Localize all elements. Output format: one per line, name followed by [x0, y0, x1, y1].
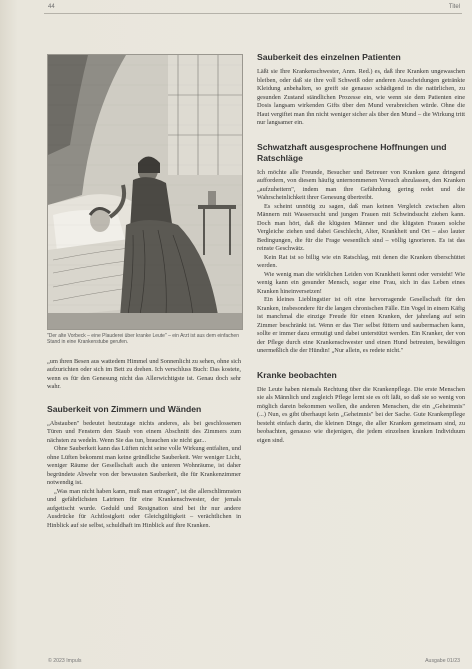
header-rule [44, 13, 462, 14]
page-number: 44 [48, 4, 55, 10]
left-column [47, 54, 241, 530]
figure-caption: "Der alte Vorbeck – eine Plauderei über kranke Leute" – ein Arzt ist aus dem einfachen Stand in eine Krankenstube gerufen. [47, 333, 239, 346]
right-paragraph: Kein Rat ist so billig wie ein Ratschlag, mit denen die Kranken überschüttet werden. [257, 253, 465, 269]
right-paragraph: Ich möchte alle Freunde, Besucher und Betreuer von Kranken ganz dringend auffordern, von diesem häufig unternommenen Versuch abzulassen, den Kranken „aufzuheitern", indem man ihre Gefährdung gering redet und die Wahrscheinlichkeit ihrer Genesung übertreibt. [257, 168, 465, 201]
footer-left: © 2023 Impuls [48, 658, 82, 664]
right-paragraph: Ein kleines Lieblingstier ist oft eine hervorragende Gesellschaft für den Kranken, insbesondere für die langen chronischen Fälle. Ein Vogel in einem Käfig ist manchmal die einzige Freude für einen Kranken, der jahrelang auf sein Zimmer beschränkt ist. Wenn er das Tier selbst füttern und saubermachen kann, sollte er immer dazu ermutigt und dabei unterstützt werden. Ein Kranker, der von der Pflege durch eine Krankenschwester und einen Hund betreuten, bewältigen unermeßlich die der Hündin! „Nur allein, es redete nicht." [257, 296, 465, 354]
engraving-illustration [47, 54, 243, 330]
right-paragraph: Es scheint unnötig zu sagen, daß man keinen Vergleich zwischen alten Männern mit Wassersucht und jungen Frauen mit Schwindsucht ziehen kann. Doch man hört, daß die klügsten Männer und die klügsten Frauen solche Vergleiche ziehen und dabei Geschlecht, Alter, Krankheit und Ort – also lauter Bedingungen, die für die Frage wesentlich sind – völlig ignorieren. Es ist das reinste Geschwätz. [257, 202, 465, 252]
left-paragraph: „Was man nicht haben kann, muß man ertragen", ist die allerschlimmsten und gefährlichsten Latrinen für eine Krankenschwester, der jemals aufgetischt wurde. Geduld und Resignation sind bei ihr nur andere Ausdrücke für Achtlosigkeit oder Gleichgültigkeit – verächtlichen in Hinblick auf sie selbst, schuldhaft im Hinblick auf ihre Kranken. [47, 487, 241, 529]
right-paragraph: Wie wenig man die wirklichen Leiden von Krankheit kennt oder versteht! Wie wenig kann ein gesunder Mensch, sogar eine Frau, sich in das Leben eines Kranken hineinversetzen! [257, 270, 465, 295]
right-paragraph: Läßt sie Ihre Krankenschwester, Anm. Red.) es, daß ihre Kranken ungewaschen bleiben, oder daß sie ihre voll Schweiß oder anderen Ausscheidungen getränkte Kleidung anbehalten, so greift sie genauso schädigend in die natürlichen, zu gesunden Zustand ständlichen Prozesse ein, wie wenn sie dem Patienten eine Dosis langsam wirkenden Gifts über den Mund verabreichen würde. Ohne die Haut vergiftet man ihn nicht weniger sicher als über den Mund – die Wirkung tritt nur langsamer ein. [257, 68, 465, 126]
right-paragraph: Die Leute haben niemals Rechtung über die Krankenpflege. Die erste Menschen sie als Männlich und zugleich Pflege lernt sie es oft läßt, so daß sie so wenig von möglich darein bekommen wollen, die anderen Menschen, die ein „Geheimnis" (...) Nun, es gibt überhaupt kein „Geheimnis" bei der Sache. Gute Krankenpflege besteht einfach darin, die kleinen Dinge, die aller Kranken gemeinsam sind, zu beobachten, genauso wie diejenigen, die jedem einzelnen kranken Individuum eigen sind. [257, 385, 465, 444]
section-title-observing-patients: Kranke beobachten [257, 369, 337, 380]
section-title-hopes-advice: Schwatzhaft ausgesprochene Hoffnungen und Ratschläge [257, 141, 447, 163]
engraving-nurse-patient-image [48, 55, 242, 329]
left-intro-paragraph: „um ihren Besen aus wattedem Himmel und Sonnenlicht zu sehen, ohne sich aufzurichten oder sich im Bett zu drehen. Ich verschluss Buch: Das kostete, wenn es für den Genesung nicht das Allerwichtigste ist. Genau doch sehr wahr. [47, 357, 241, 391]
left-paragraph: Ohne Sauberkeit kann das Lüften nicht seine volle Wirkung entfalten, und ohne Lüften bekommt man keine gründliche Sauberkeit. Wer weniger Licht, weniger Räume der Gesellschaft auch die unteren Wohnräume, ist daher begründete Abwehr von der bewussten Sauberkeit, die für Krankenzimmer notwendig ist. [47, 445, 241, 487]
footer-right: Ausgabe 01/23 [425, 658, 460, 664]
section-title-rooms-walls: Sauberkeit von Zimmern und Wänden [47, 403, 202, 414]
left-paragraph: „Abstauben" bedeutet heutzutage nichts anderes, als bei geschlossenen Türen und Fenstern den Staub von einem Abschnitt des Zimmers zum nächsten zu wedeln. Wenn Sie das tun, brauchen sie nicht gar... [47, 419, 241, 444]
running-header-section: Titel [448, 4, 460, 10]
section-title-patient-cleanliness: Sauberkeit des einzelnen Patienten [257, 52, 401, 62]
right-column [257, 52, 465, 445]
